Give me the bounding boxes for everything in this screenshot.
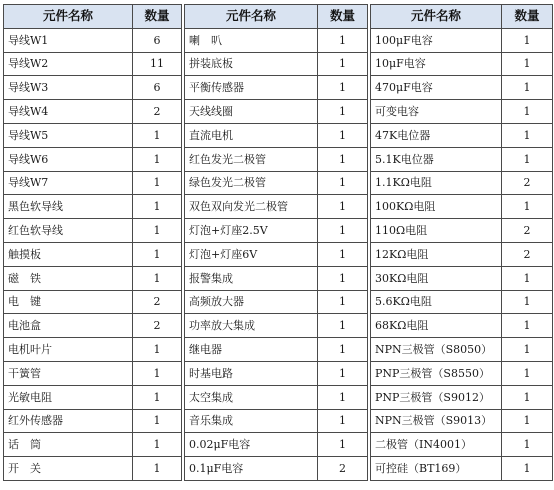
part-quantity: 1 [318, 52, 368, 76]
part-name: 话 筒 [4, 433, 133, 457]
table-row [371, 219, 553, 243]
table-row [4, 433, 182, 457]
part-name: 0.02μF电容 [185, 433, 318, 457]
part-name: 报警集成 [185, 266, 318, 290]
part-name: 导线W1 [4, 28, 133, 52]
part-quantity: 1 [318, 409, 368, 433]
table-row [4, 314, 182, 338]
part-name: 红色发光二极管 [185, 147, 318, 171]
part-name: 高频放大器 [185, 290, 318, 314]
part-quantity: 1 [318, 242, 368, 266]
part-quantity: 1 [318, 290, 368, 314]
part-name: 5.6KΩ电阻 [371, 290, 502, 314]
part-name: 干簧管 [4, 361, 133, 385]
table-row [185, 76, 368, 100]
part-quantity: 1 [318, 266, 368, 290]
table-row [371, 385, 553, 409]
table-row [4, 361, 182, 385]
table-row [4, 100, 182, 124]
part-quantity: 2 [502, 242, 553, 266]
part-quantity: 1 [318, 195, 368, 219]
part-quantity: 1 [133, 409, 182, 433]
table-row [371, 195, 553, 219]
part-quantity: 1 [318, 171, 368, 195]
part-quantity: 1 [318, 385, 368, 409]
part-quantity: 1 [502, 266, 553, 290]
part-quantity: 1 [133, 361, 182, 385]
part-name: 平衡传感器 [185, 76, 318, 100]
table-row [4, 52, 182, 76]
header-name: 元件名称 [4, 5, 133, 29]
part-name: 时基电路 [185, 361, 318, 385]
part-name: NPN三极管（S9013） [371, 409, 502, 433]
table-row [371, 433, 553, 457]
part-name: 110Ω电阻 [371, 219, 502, 243]
table-row [185, 123, 368, 147]
header-name: 元件名称 [185, 5, 318, 29]
part-quantity: 1 [133, 457, 182, 481]
part-quantity: 6 [133, 28, 182, 52]
part-quantity: 1 [502, 361, 553, 385]
part-quantity: 1 [502, 290, 553, 314]
header-qty: 数量 [502, 5, 553, 29]
part-quantity: 2 [133, 100, 182, 124]
part-name: 10μF电容 [371, 52, 502, 76]
part-quantity: 11 [133, 52, 182, 76]
part-quantity: 1 [318, 314, 368, 338]
table-row [4, 171, 182, 195]
part-quantity: 1 [318, 100, 368, 124]
part-name: 1.1KΩ电阻 [371, 171, 502, 195]
part-quantity: 1 [502, 147, 553, 171]
part-name: 灯泡+灯座2.5V [185, 219, 318, 243]
part-quantity: 1 [502, 314, 553, 338]
part-name: 可变电容 [371, 100, 502, 124]
part-name: 红色软导线 [4, 219, 133, 243]
part-name: PNP三极管（S8550） [371, 361, 502, 385]
part-quantity: 2 [502, 171, 553, 195]
table-row [185, 28, 368, 52]
table-row [4, 28, 182, 52]
part-name: 光敏电阻 [4, 385, 133, 409]
part-quantity: 1 [502, 195, 553, 219]
part-name: 30KΩ电阻 [371, 266, 502, 290]
part-name: 可控硅（BT169） [371, 457, 502, 481]
part-name: 磁 铁 [4, 266, 133, 290]
part-name: 47K电位器 [371, 123, 502, 147]
table-row [4, 385, 182, 409]
part-quantity: 1 [318, 361, 368, 385]
part-name: 音乐集成 [185, 409, 318, 433]
part-name: 0.1μF电容 [185, 457, 318, 481]
table-row [4, 409, 182, 433]
part-quantity: 1 [133, 171, 182, 195]
table-row [371, 76, 553, 100]
part-name: 拼装底板 [185, 52, 318, 76]
part-name: 继电器 [185, 338, 318, 362]
table-row [185, 242, 368, 266]
part-name: 导线W4 [4, 100, 133, 124]
part-quantity: 1 [502, 409, 553, 433]
part-name: 导线W6 [4, 147, 133, 171]
header-qty: 数量 [133, 5, 182, 29]
part-quantity: 1 [133, 338, 182, 362]
part-quantity: 1 [502, 52, 553, 76]
table-row [185, 409, 368, 433]
table-row [371, 242, 553, 266]
table-row [371, 314, 553, 338]
part-quantity: 1 [133, 147, 182, 171]
part-name: 黑色软导线 [4, 195, 133, 219]
part-name: 470μF电容 [371, 76, 502, 100]
part-name: 100KΩ电阻 [371, 195, 502, 219]
table-row [185, 314, 368, 338]
part-name: 12KΩ电阻 [371, 242, 502, 266]
part-quantity: 1 [502, 100, 553, 124]
part-name: 绿色发光二极管 [185, 171, 318, 195]
part-quantity: 1 [318, 123, 368, 147]
table-row [371, 457, 553, 481]
table-row [185, 147, 368, 171]
table-row [185, 290, 368, 314]
part-quantity: 1 [318, 219, 368, 243]
table-row [4, 219, 182, 243]
table-row [4, 147, 182, 171]
table-row [185, 52, 368, 76]
part-quantity: 1 [133, 242, 182, 266]
table-row [185, 385, 368, 409]
part-quantity: 1 [502, 76, 553, 100]
header-name: 元件名称 [371, 5, 502, 29]
table-row [371, 147, 553, 171]
table-row [185, 100, 368, 124]
part-name: 导线W3 [4, 76, 133, 100]
parts-table-3 [370, 4, 553, 481]
part-quantity: 1 [502, 385, 553, 409]
table-row [185, 457, 368, 481]
part-quantity: 1 [133, 219, 182, 243]
part-quantity: 1 [133, 385, 182, 409]
part-name: 灯泡+灯座6V [185, 242, 318, 266]
table-row [371, 28, 553, 52]
part-name: 触摸板 [4, 242, 133, 266]
part-name: 电机叶片 [4, 338, 133, 362]
part-name: 导线W7 [4, 171, 133, 195]
table-row [185, 433, 368, 457]
part-quantity: 2 [133, 290, 182, 314]
table-row [185, 338, 368, 362]
part-name: 太空集成 [185, 385, 318, 409]
table-row [371, 290, 553, 314]
part-name: 功率放大集成 [185, 314, 318, 338]
part-quantity: 1 [133, 266, 182, 290]
table-row [371, 171, 553, 195]
part-name: 红外传感器 [4, 409, 133, 433]
table-row [185, 266, 368, 290]
part-quantity: 6 [133, 76, 182, 100]
table-row [185, 219, 368, 243]
part-name: 喇 叭 [185, 28, 318, 52]
table-row [371, 361, 553, 385]
part-quantity: 1 [318, 28, 368, 52]
part-quantity: 1 [318, 338, 368, 362]
part-name: 电 键 [4, 290, 133, 314]
table-row [371, 338, 553, 362]
table-row [371, 123, 553, 147]
part-quantity: 1 [133, 123, 182, 147]
part-name: 开 关 [4, 457, 133, 481]
part-quantity: 1 [502, 457, 553, 481]
part-quantity: 1 [502, 338, 553, 362]
table-row [4, 290, 182, 314]
part-quantity: 1 [318, 76, 368, 100]
part-name: 5.1K电位器 [371, 147, 502, 171]
part-quantity: 2 [133, 314, 182, 338]
part-quantity: 1 [133, 195, 182, 219]
table-row [371, 100, 553, 124]
table-row [4, 457, 182, 481]
table-row [185, 195, 368, 219]
part-name: 天线线圈 [185, 100, 318, 124]
table-row [4, 338, 182, 362]
part-quantity: 1 [502, 123, 553, 147]
part-quantity: 1 [318, 433, 368, 457]
part-name: 二极管（IN4001） [371, 433, 502, 457]
part-name: 直流电机 [185, 123, 318, 147]
part-quantity: 2 [318, 457, 368, 481]
parts-table-2 [184, 4, 368, 481]
header-qty: 数量 [318, 5, 368, 29]
part-name: 100μF电容 [371, 28, 502, 52]
table-row [4, 123, 182, 147]
table-row [371, 409, 553, 433]
part-name: 导线W2 [4, 52, 133, 76]
part-name: 双色双向发光二极管 [185, 195, 318, 219]
table-row [185, 171, 368, 195]
part-quantity: 1 [133, 433, 182, 457]
part-name: 电池盒 [4, 314, 133, 338]
table-row [371, 52, 553, 76]
part-quantity: 2 [502, 219, 553, 243]
table-row [4, 242, 182, 266]
part-name: 导线W5 [4, 123, 133, 147]
table-row [4, 76, 182, 100]
part-quantity: 1 [318, 147, 368, 171]
parts-table-1 [3, 4, 182, 481]
table-row [371, 266, 553, 290]
table-row [4, 266, 182, 290]
table-row [185, 361, 368, 385]
part-quantity: 1 [502, 433, 553, 457]
part-name: NPN三极管（S8050） [371, 338, 502, 362]
part-quantity: 1 [502, 28, 553, 52]
part-name: 68KΩ电阻 [371, 314, 502, 338]
table-row [4, 195, 182, 219]
part-name: PNP三极管（S9012） [371, 385, 502, 409]
